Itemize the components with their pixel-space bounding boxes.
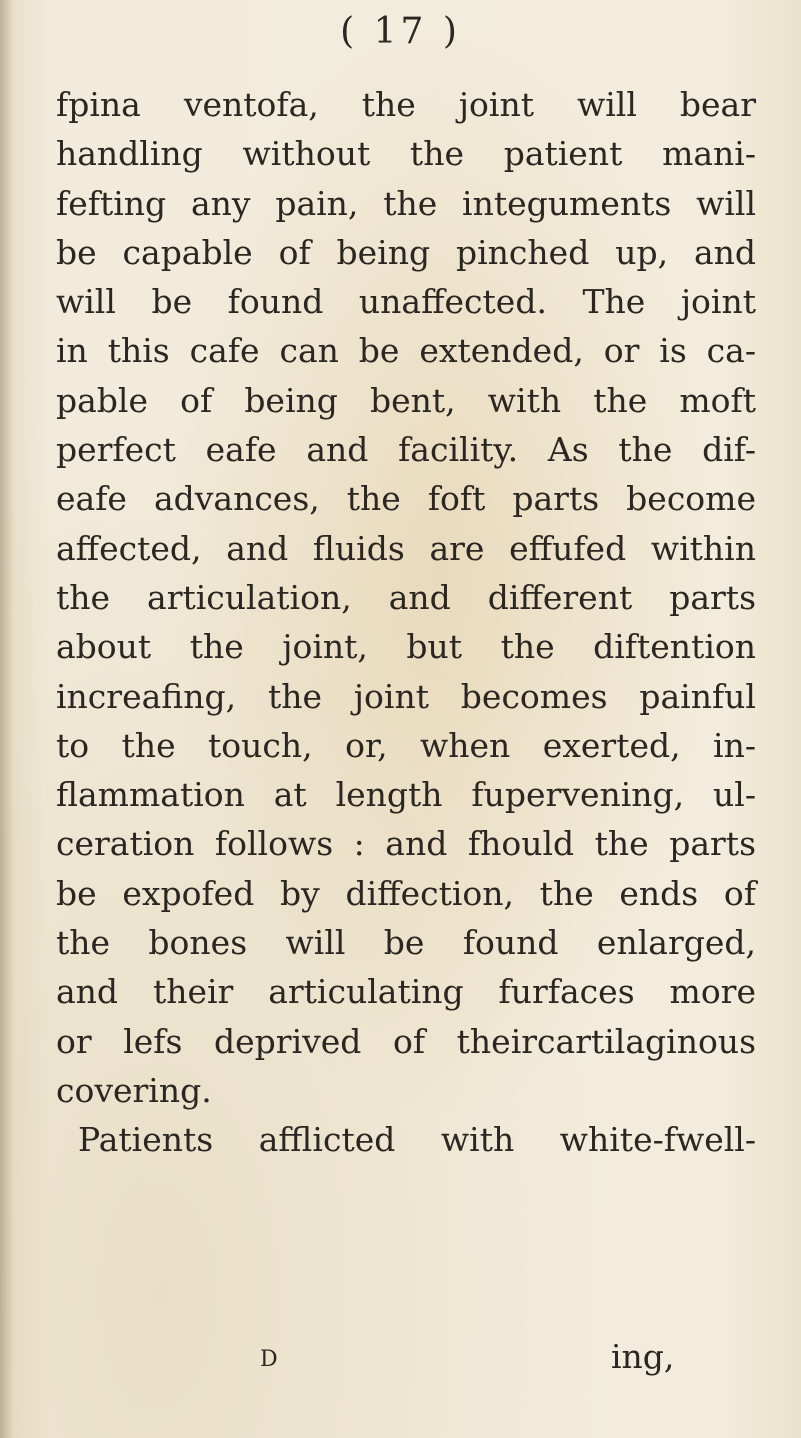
signature-mark: D xyxy=(260,1347,278,1372)
text-line: and their articulating furfaces more xyxy=(56,972,756,1012)
text-line: or lefs deprived of theircartilaginous xyxy=(56,1021,756,1061)
page-gutter-shadow xyxy=(0,0,14,1438)
text-line: ceration follows : and fhould the parts xyxy=(56,824,756,864)
text-line: increafing, the joint becomes painful xyxy=(56,676,756,716)
text-line-paragraph-end: covering. xyxy=(56,1070,212,1110)
text-line: in this cafe can be extended, or is ca- xyxy=(56,331,756,371)
text-line: be capable of being pinched up, and xyxy=(56,232,756,272)
catchword: ing, xyxy=(611,1337,675,1376)
page-number: ( 17 ) xyxy=(340,11,461,52)
text-line: eafe advances, the foft parts become xyxy=(56,479,756,519)
text-line-paragraph-start: Patients afflicted with white-fwell- xyxy=(78,1120,756,1160)
text-line: handling without the patient mani- xyxy=(56,134,756,174)
text-line: fefting any pain, the integuments will xyxy=(56,183,756,223)
text-line: flammation at length fupervening, ul- xyxy=(56,775,756,815)
text-line: will be found unaffected. The joint xyxy=(56,282,756,322)
text-line: perfect eafe and facility. As the dif- xyxy=(56,430,756,470)
page-footer xyxy=(0,1335,801,1395)
text-line: be expofed by diffection, the ends of xyxy=(56,873,756,913)
text-line: affected, and fluids are effufed within xyxy=(56,528,756,568)
text-line: fpina ventofa, the joint will bear xyxy=(56,85,756,124)
text-line: to the touch, or, when exerted, in- xyxy=(56,725,756,765)
text-line: pable of being bent, with the moft xyxy=(56,380,756,420)
text-line: about the joint, but the diftention xyxy=(56,627,756,667)
text-line: the articulation, and different parts xyxy=(56,577,756,617)
text-line: the bones will be found enlarged, xyxy=(56,923,756,963)
body-text xyxy=(56,80,756,1165)
